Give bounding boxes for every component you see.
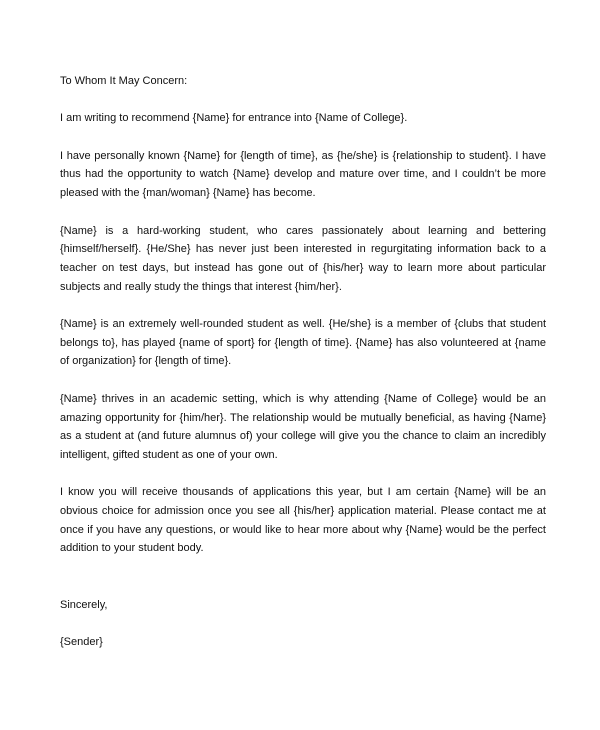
letter-paragraph-activities: {Name} is an extremely well-rounded student as well. {He/she} is a member of {clubs that student belongs to}, has played {name of sport} for {length of time}. {Name} has also volunteered at {name of organization} for {length of time}. <box>60 318 546 368</box>
letter-sender: {Sender} <box>60 635 103 648</box>
letter-closing: Sincerely, <box>60 598 108 611</box>
letter-paragraph-work-ethic: {Name} is a hard-working student, who cares passionately about learning and bettering {himself/herself}. {He/She} has never just been interested in regurgitating information back to a teacher on test days, but instead has gone out of {his/her} way to learn more about particular subjects and really study the things that interest {him/her}. <box>60 224 546 293</box>
letter-paragraph-conclusion: I know you will receive thousands of applications this year, but I am certain {Name} will be an obvious choice for admission once you see all {his/her} application material. Please contact me at once if you have any questions, or would like to hear more about why {Name} would be the perfect addition to your student body. <box>60 486 546 555</box>
letter-paragraph-fit: {Name} thrives in an academic setting, which is why attending {Name of College} would be an amazing opportunity for {him/her}. The relationship would be mutually beneficial, as having {Name} as a student at (and future alumnus of) your college will give you the chance to claim an incredibly intelligent, gifted student as one of your own. <box>60 392 546 461</box>
letter-paragraph-relationship: I have personally known {Name} for {length of time}, as {he/she} is {relationship to student}. I have thus had the opportunity to watch {Name} develop and mature over time, and I couldn’t be more pleased with the {man/woman} {Name} has become. <box>60 149 546 200</box>
recommendation-letter <box>60 72 546 652</box>
letter-salutation: To Whom It May Concern: <box>60 75 188 87</box>
letter-paragraph-intro: I am writing to recommend {Name} for entrance into {Name of College}. <box>60 112 408 125</box>
